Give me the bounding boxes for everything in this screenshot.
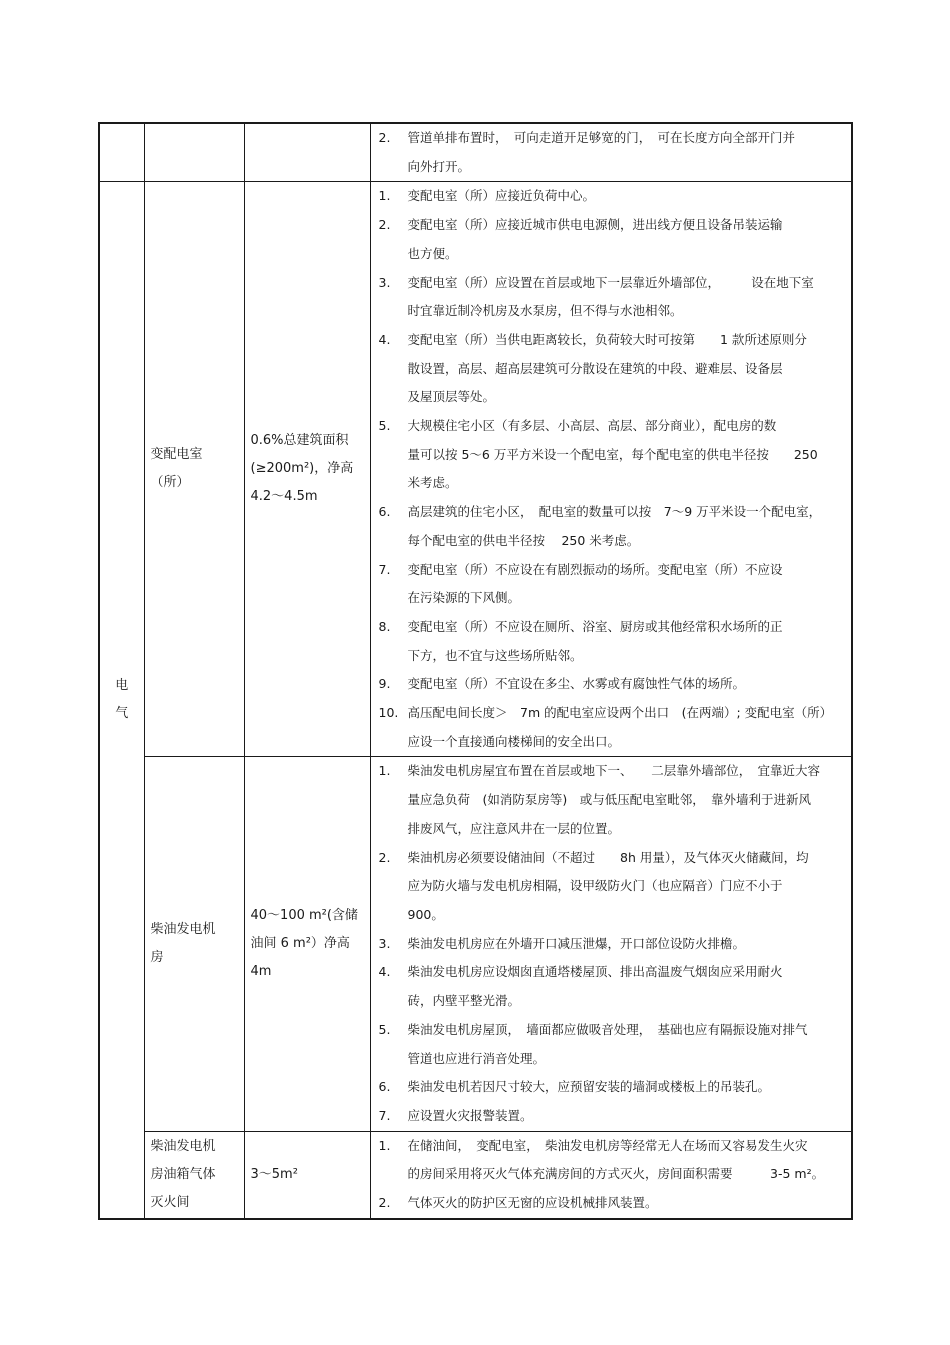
item-number: 6.	[378, 1079, 391, 1095]
list-item	[379, 1073, 846, 1102]
item-number: 2.	[378, 849, 391, 865]
item-text	[408, 757, 846, 843]
item-text	[408, 182, 846, 211]
item-text-line: 柴油发电机房应在外墙开口减压泄爆，开口部位设防火排檐。	[407, 935, 746, 951]
list-item	[379, 182, 846, 211]
area-spec-line: (≥200m²)，净高	[250, 461, 354, 477]
item-text-line: 在污染源的下风侧。	[407, 590, 521, 606]
item-text-line: 量可以按 5～6 万平方米设一个配电室，每个配电室的供电半径按 250	[407, 446, 818, 462]
room-name-line: 柴油发电机	[150, 922, 216, 938]
category-char: 电	[115, 678, 129, 694]
item-text-line: 砖，内壁平整光滑。	[407, 993, 521, 1009]
spec-table	[98, 122, 853, 1220]
room-cell-empty	[144, 123, 244, 182]
item-number: 2.	[378, 130, 391, 145]
item-text-line: 柴油发电机房屋顶， 墙面都应做吸音处理， 基础也应有隔振设施对排气	[407, 1021, 808, 1037]
item-number: 1.	[378, 188, 391, 204]
table-row-substation	[99, 182, 852, 757]
item-number: 6.	[378, 504, 391, 520]
item-text-line: 变配电室（所）不应设在有剧烈振动的场所。变配电室（所）不应设	[407, 561, 783, 577]
item-text-line: 变配电室（所）应设置在首层或地下一层靠近外墙部位， 设在地下室	[407, 274, 814, 290]
item-number: 5.	[378, 418, 391, 434]
notes-cell	[370, 1131, 852, 1219]
notes-cell	[370, 182, 852, 757]
item-number: 7.	[378, 1107, 391, 1123]
list-item	[379, 958, 846, 1015]
item-number: 1.	[378, 1137, 391, 1153]
item-text-line: 米考虑。	[407, 475, 458, 491]
item-text	[408, 670, 846, 699]
room-name-cell	[144, 1131, 244, 1219]
area-cell	[244, 182, 370, 757]
area-spec-line: 油间 6 m²）净高	[250, 936, 350, 952]
item-text-line: 在储油间， 变配电室， 柴油发电机房等经常无人在场而又容易发生火灾	[407, 1137, 808, 1153]
list-item	[379, 670, 846, 699]
area-spec-line: 3～5m²	[250, 1166, 298, 1182]
item-number: 4.	[378, 331, 391, 347]
item-text-line: 排废风气，应注意风井在一层的位置。	[407, 820, 621, 836]
room-name-line: 房	[150, 950, 164, 966]
item-number: 10.	[378, 705, 399, 721]
item-text-line: 高层建筑的住宅小区， 配电室的数量可以按 7～9 万平米设一个配电室，	[407, 504, 822, 520]
list-item	[379, 124, 846, 181]
list-item	[379, 326, 846, 412]
table-row-generator	[99, 757, 852, 1131]
list-item	[379, 757, 846, 843]
list-item	[379, 1132, 846, 1189]
item-text	[408, 269, 846, 326]
table-row-continuation	[99, 123, 852, 182]
item-text-line: 散设置，高层、超高层建筑可分散设在建筑的中段、避难层、设备层	[407, 360, 783, 376]
item-text-line: 应设置火灾报警装置。	[407, 1107, 533, 1123]
list-item	[379, 699, 846, 756]
item-text-line: 量应急负荷 (如消防泵房等) 或与低压配电室毗邻， 靠外墙利于进新风	[407, 792, 812, 808]
item-text-line: 变配电室（所）应接近城市供电电源侧，进出线方便且设备吊装运输	[407, 217, 783, 233]
item-text-line: 变配电室（所）不宜设在多尘、水雾或有腐蚀性气体的场所。	[407, 676, 746, 692]
area-spec-line: 4m	[250, 964, 272, 980]
area-spec-line: 40～100 m²(含储	[250, 908, 358, 924]
room-name-line: 柴油发电机	[150, 1138, 216, 1154]
area-cell-empty	[244, 123, 370, 182]
item-number: 5.	[378, 1021, 391, 1037]
item-text	[408, 1073, 846, 1102]
notes-cell	[370, 123, 852, 182]
item-text-line: 每个配电室的供电半径按 250 米考虑。	[407, 532, 640, 548]
room-name-cell	[144, 182, 244, 757]
item-text	[408, 326, 846, 412]
notes-cell	[370, 757, 852, 1131]
item-text-line: 应设一个直接通向楼梯间的安全出口。	[407, 733, 621, 749]
item-text-line: 大规模住宅小区（有多层、小高层、高层、部分商业），配电房的数	[407, 418, 777, 434]
item-text-line: 管道单排布置时， 可向走道开足够宽的门， 可在长度方向全部开门并	[407, 130, 796, 145]
item-number: 4.	[378, 964, 391, 980]
item-text	[408, 1102, 846, 1131]
item-text-line: 向外打开。	[407, 158, 471, 174]
area-spec-line: 4.2～4.5m	[250, 489, 318, 505]
item-number: 2.	[378, 217, 391, 233]
item-text-line: 的房间采用将灭火气体充满房间的方式灭火，房间面积需要 3-5 m²。	[407, 1166, 825, 1182]
item-text	[408, 1132, 846, 1189]
category-cell-empty	[99, 123, 144, 182]
item-text-line: 下方，也不宜与这些场所贴邻。	[407, 647, 583, 663]
item-text-line: 应为防火墙与发电机房相隔，设甲级防火门（也应隔音）门应不小于	[407, 878, 783, 894]
area-cell	[244, 757, 370, 1131]
item-number: 1.	[378, 763, 391, 779]
table-row-gas-room	[99, 1131, 852, 1219]
category-cell	[99, 182, 144, 1219]
list-item	[379, 1189, 846, 1218]
item-number: 2.	[378, 1195, 391, 1211]
item-number: 9.	[378, 676, 391, 692]
item-text-line: 柴油机房必须要设储油间（不超过 8h 用量），及气体灭火储藏间，均	[407, 849, 809, 865]
item-text-line: 柴油发电机房应设烟囱直通塔楼屋顶、排出高温废气烟囱应采用耐火	[407, 964, 783, 980]
room-name-line: 灭火间	[150, 1194, 190, 1210]
list-item	[379, 613, 846, 670]
list-item	[379, 1102, 846, 1131]
item-text	[408, 1189, 846, 1218]
item-text-line: 及屋顶层等处。	[407, 389, 496, 405]
item-text-line: 气体灭火的防护区无窗的应设机械排风装置。	[407, 1195, 658, 1211]
room-name-cell	[144, 757, 244, 1131]
room-name-line: （所）	[150, 475, 190, 491]
item-text	[408, 498, 846, 555]
room-name-line: 房油箱气体	[150, 1166, 216, 1182]
list-item	[379, 1016, 846, 1073]
item-number: 7.	[378, 561, 391, 577]
item-number: 3.	[378, 274, 391, 290]
list-item	[379, 844, 846, 930]
item-text	[408, 699, 846, 756]
item-text	[408, 958, 846, 1015]
item-text	[408, 124, 846, 181]
item-text-line: 变配电室（所）当供电距离较长，负荷较大时可按第 1 款所述原则分	[407, 331, 807, 347]
room-name-line: 变配电室	[150, 447, 203, 463]
category-char: 气	[115, 706, 129, 722]
item-text	[408, 211, 846, 268]
item-text	[408, 412, 846, 498]
item-text	[408, 1016, 846, 1073]
item-text-line: 变配电室（所）应接近负荷中心。	[407, 188, 596, 204]
item-text	[408, 556, 846, 613]
item-text	[408, 844, 846, 930]
item-text	[408, 613, 846, 670]
item-text-line: 高压配电间长度＞ 7m 的配电室应设两个出口 (在两端）; 变配电室（所）	[407, 705, 833, 721]
item-number: 8.	[378, 618, 391, 634]
item-text-line: 时宜靠近制冷机房及水泵房，但不得与水池相邻。	[407, 303, 683, 319]
list-item	[379, 498, 846, 555]
list-item	[379, 269, 846, 326]
list-item	[379, 930, 846, 959]
item-text-line: 柴油发电机若因尺寸较大，应预留安装的墙洞或楼板上的吊装孔。	[407, 1079, 771, 1095]
list-item	[379, 211, 846, 268]
area-spec-line: 0.6%总建筑面积	[250, 433, 349, 449]
list-item	[379, 412, 846, 498]
item-text	[408, 930, 846, 959]
item-text-line: 柴油发电机房屋宜布置在首层或地下一、 二层靠外墙部位， 宜靠近大容	[407, 763, 821, 779]
item-text-line: 也方便。	[407, 245, 458, 261]
item-text-line: 变配电室（所）不应设在厕所、浴室、厨房或其他经常积水场所的正	[407, 618, 783, 634]
list-item	[379, 556, 846, 613]
item-number: 3.	[378, 935, 391, 951]
item-text-line: 管道也应进行消音处理。	[407, 1050, 546, 1066]
area-cell	[244, 1131, 370, 1219]
item-text-line: 900。	[407, 906, 444, 922]
